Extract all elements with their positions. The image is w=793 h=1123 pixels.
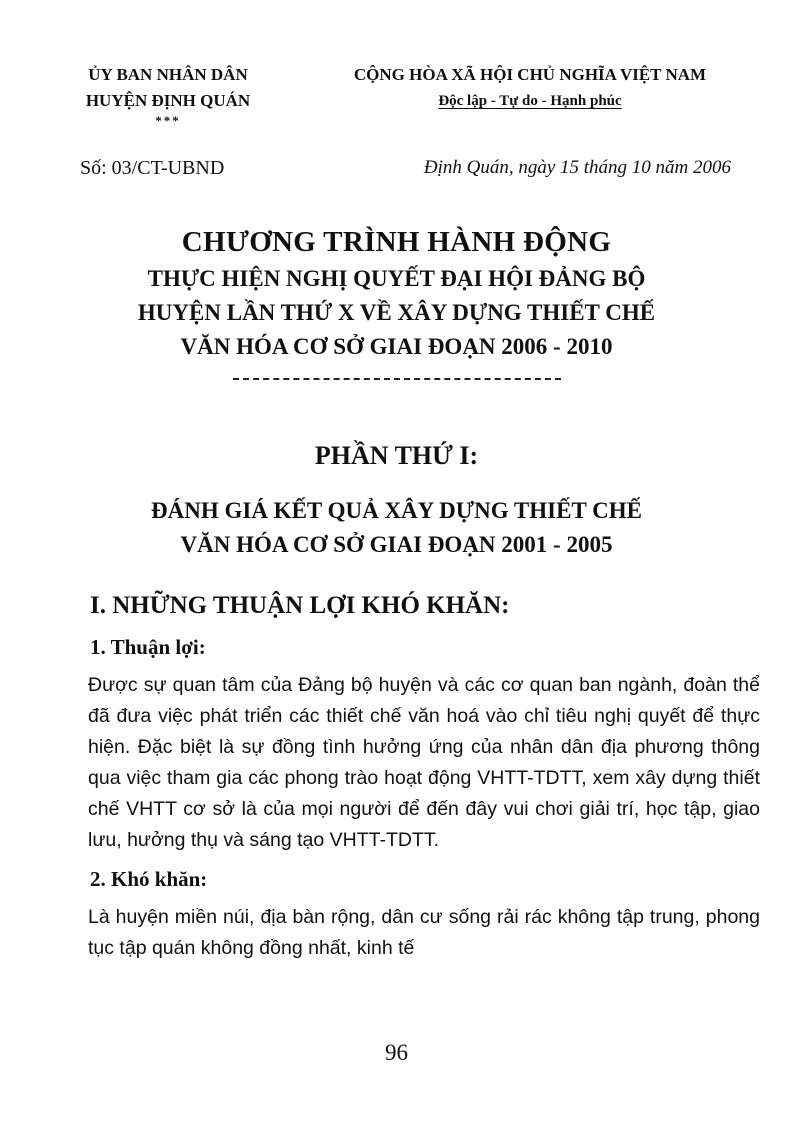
title-line-2: THỰC HIỆN NGHỊ QUYẾT ĐẠI HỘI ĐẢNG BỘ	[147, 266, 646, 291]
dashed-divider	[233, 378, 561, 380]
part-subtitle-line-1: ĐÁNH GIÁ KẾT QUẢ XÂY DỰNG THIẾT CHẾ	[151, 498, 642, 523]
subsection-heading-advantages: 1. Thuận lợi:	[90, 635, 206, 659]
document-title: CHƯƠNG TRÌNH HÀNH ĐỘNG	[181, 226, 612, 258]
page-number: 96	[385, 1040, 408, 1065]
issuing-authority	[48, 62, 288, 128]
title-line-3: HUYỆN LẦN THỨ X VỀ XÂY DỰNG THIẾT CHẾ	[137, 300, 656, 325]
place-and-date: Định Quán, ngày 15 tháng 10 năm 2006	[423, 157, 731, 178]
document-number: Số: 03/CT-UBND	[80, 157, 225, 179]
part-heading-block	[0, 438, 793, 562]
authority-line-1: ỦY BAN NHÂN DÂN	[88, 65, 248, 84]
stars-ornament: ***	[155, 113, 181, 128]
national-motto: Độc lập - Tự do - Hạnh phúc	[438, 93, 622, 109]
part-subtitle	[0, 494, 793, 562]
national-name: CỘNG HÒA XÃ HỘI CHỦ NGHĨA VIỆT NAM	[353, 65, 707, 84]
part-title: PHẦN THỨ I:	[314, 441, 479, 470]
document-body	[90, 590, 760, 972]
section-heading: I. NHỮNG THUẬN LỢI KHÓ KHĂN:	[90, 592, 510, 619]
subsection-heading-difficulties: 2. Khó khăn:	[90, 867, 208, 891]
paragraph-advantages: Được sự quan tâm của Đảng bộ huyện và các cơ quan ban ngành, đoàn thể đã đưa việc phát triển các thiết chế văn hoá vào chỉ tiêu nghị quyết để thực hiện. Đặc biệt là sự đồng tình hưởng ứng của nhân dân địa phương thông qua việc tham gia các phong trào hoạt động VHTT-TDTT, xem xây dựng thiết chế VHTT cơ sở là của mọi người để đến đây vui chơi giải trí, học tập, giao lưu, hưởng thụ và sáng tạo VHTT-TDTT.	[88, 674, 760, 851]
national-title	[300, 62, 760, 114]
paragraph-difficulties: Là huyện miền núi, địa bàn rộng, dân cư sống rải rác không tập trung, phong tục tập quán không đồng nhất, kinh tế	[88, 906, 760, 959]
document-title-block	[0, 222, 793, 380]
part-subtitle-line-2: VĂN HÓA CƠ SỞ GIAI ĐOẠN 2001 - 2005	[180, 532, 613, 557]
authority-line-2: HUYỆN ĐỊNH QUÁN	[85, 91, 251, 110]
title-line-4: VĂN HÓA CƠ SỞ GIAI ĐOẠN 2006 - 2010	[180, 334, 613, 359]
